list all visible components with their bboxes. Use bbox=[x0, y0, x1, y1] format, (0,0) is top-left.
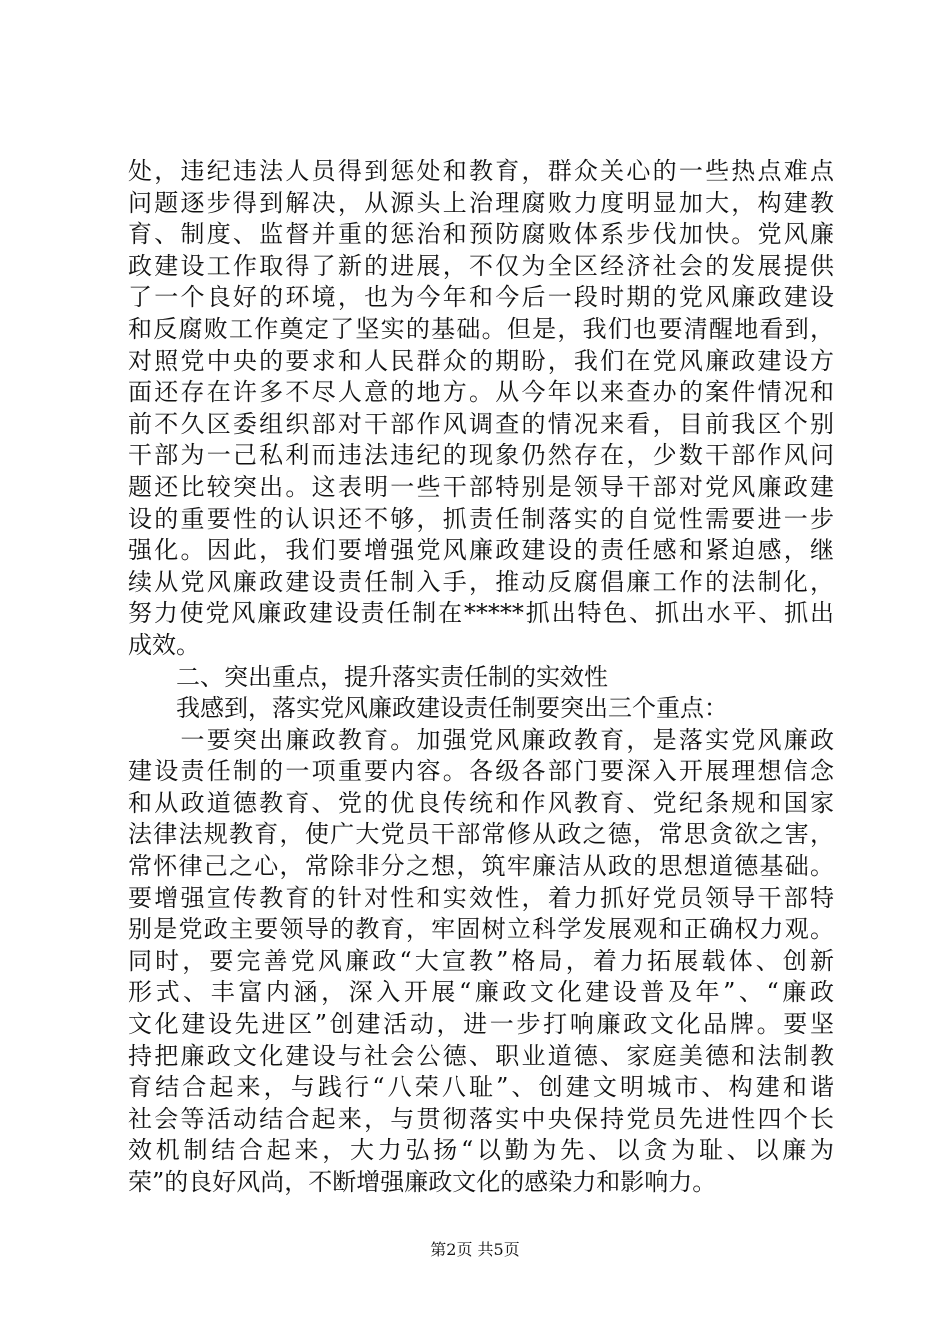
text-line: 成效。 bbox=[128, 630, 200, 659]
text-line: 二、突出重点，提升落实责任制的实效性 bbox=[128, 662, 608, 691]
text-line: 问题逐步得到解决，从源头上治理腐败力度明显加大，构建教 bbox=[128, 188, 834, 217]
text-line: 社会等活动结合起来，与贯彻落实中央保持党员先进性四个长 bbox=[128, 1104, 834, 1133]
text-line: 常怀律己之心，常除非分之想，筑牢廉洁从政的思想道德基础。 bbox=[128, 852, 834, 881]
text-line: 和反腐败工作奠定了坚实的基础。但是，我们也要清醒地看到， bbox=[128, 314, 834, 343]
body-text bbox=[128, 156, 834, 1199]
text-line: 形式、丰富内涵，深入开展“廉政文化建设普及年”、“廉政 bbox=[128, 978, 834, 1007]
text-line: 荣”的良好风尚，不断增强廉政文化的感染力和影响力。 bbox=[128, 1168, 717, 1196]
text-line: 政建设工作取得了新的进展，不仅为全区经济社会的发展提供 bbox=[128, 251, 834, 280]
text-line: 设的重要性的认识还不够，抓责任制落实的自觉性需要进一步 bbox=[128, 504, 834, 533]
text-line: 干部为一己私利而违法违纪的现象仍然存在，少数干部作风问 bbox=[128, 441, 834, 470]
text-line: 持把廉政文化建设与社会公德、职业道德、家庭美德和法制教 bbox=[128, 1041, 834, 1070]
text-line: 面还存在许多不尽人意的地方。从今年以来查办的案件情况和 bbox=[128, 378, 834, 407]
text-line: 处，违纪违法人员得到惩处和教育，群众关心的一些热点难点 bbox=[128, 157, 834, 185]
text-line: 和从政道德教育、党的优良传统和作风教育、党纪条规和国家 bbox=[128, 788, 834, 817]
text-line: 努力使党风廉政建设责任制在*****抓出特色、抓出水平、抓出 bbox=[128, 599, 834, 628]
text-line: 同时，要完善党风廉政“大宣教”格局，着力拓展载体、创新 bbox=[128, 946, 834, 975]
text-line: 育、制度、监督并重的惩治和预防腐败体系步伐加快。党风廉 bbox=[128, 220, 834, 249]
text-line: 一要突出廉政教育。加强党风廉政教育，是落实党风廉政 bbox=[128, 725, 834, 754]
text-line: 法律法规教育，使广大党员干部常修从政之德，常思贪欲之害， bbox=[128, 820, 834, 849]
text-line: 强化。因此，我们要增强党风廉政建设的责任感和紧迫感，继 bbox=[128, 536, 834, 565]
text-line: 对照党中央的要求和人民群众的期盼，我们在党风廉政建设方 bbox=[128, 346, 834, 375]
text-line: 文化建设先进区”创建活动，进一步打响廉政文化品牌。要坚 bbox=[128, 1010, 834, 1039]
text-line: 题还比较突出。这表明一些干部特别是领导干部对党风廉政建 bbox=[128, 472, 834, 501]
text-line: 效机制结合起来，大力弘扬“以勤为先、以贪为耻、以廉为 bbox=[128, 1136, 834, 1165]
text-line: 前不久区委组织部对干部作风调查的情况来看，目前我区个别 bbox=[128, 409, 834, 438]
text-line: 我感到，落实党风廉政建设责任制要突出三个重点： bbox=[128, 694, 728, 723]
page-footer: 第2页 共5页 bbox=[430, 1240, 520, 1259]
text-line: 了一个良好的环境，也为今年和今后一段时期的党风廉政建设 bbox=[128, 283, 834, 312]
text-line: 续从党风廉政建设责任制入手，推动反腐倡廉工作的法制化， bbox=[128, 567, 834, 596]
text-line: 建设责任制的一项重要内容。各级各部门要深入开展理想信念 bbox=[128, 757, 834, 786]
text-line: 要增强宣传教育的针对性和实效性，着力抓好党员领导干部特 bbox=[128, 883, 834, 912]
text-line: 育结合起来，与践行“八荣八耻”、创建文明城市、构建和谐 bbox=[128, 1073, 834, 1102]
text-line: 别是党政主要领导的教育，牢固树立科学发展观和正确权力观。 bbox=[128, 915, 834, 944]
